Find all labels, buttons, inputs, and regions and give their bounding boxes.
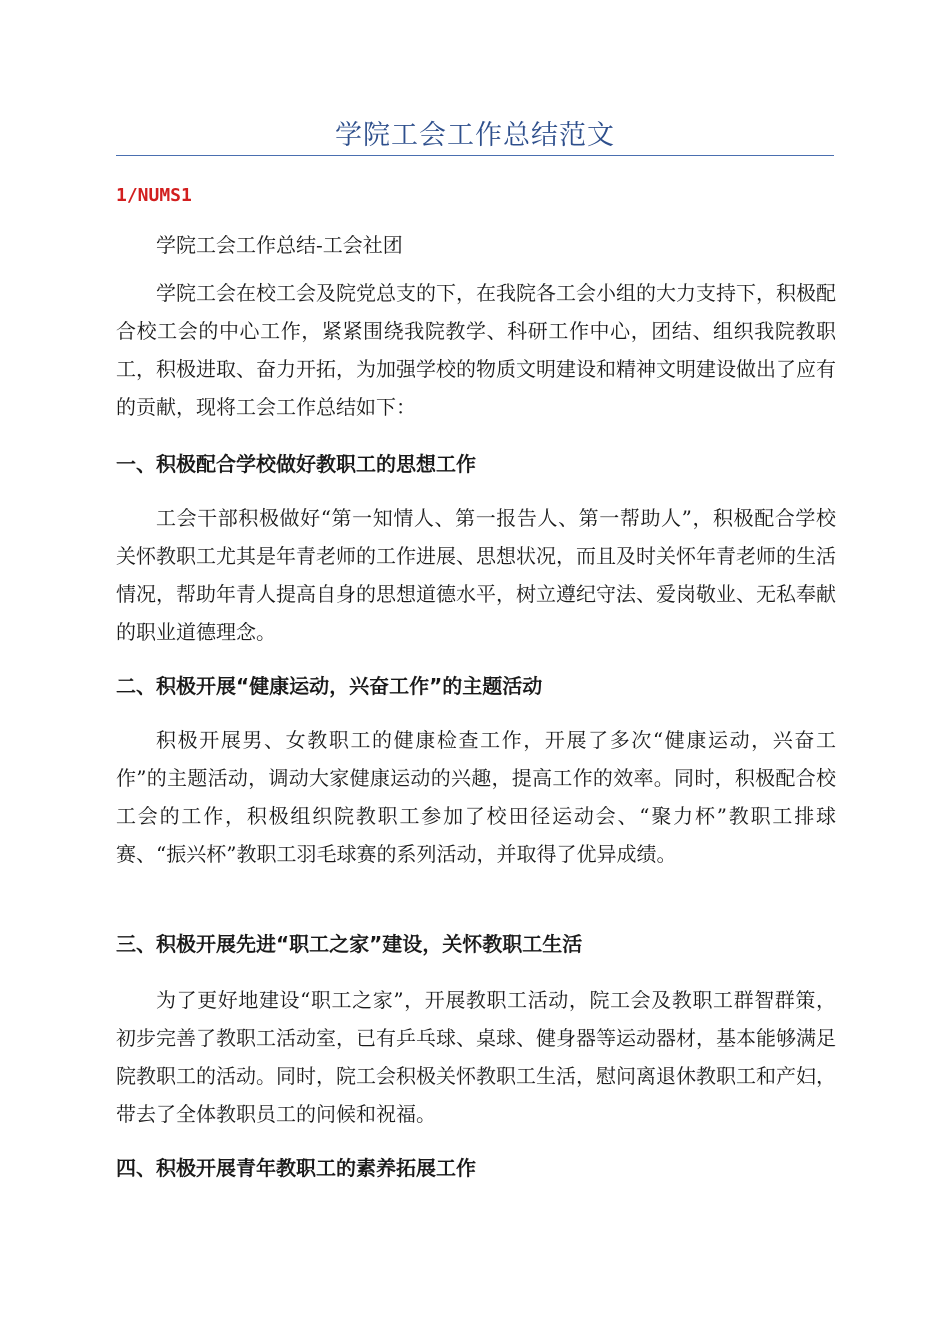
section-heading: 一、积极配合学校做好教职工的思想工作 — [116, 452, 476, 476]
intro-paragraph: 学院工会在校工会及院党总支的下，在我院各工会小组的大力支持下，积极配合校工会的中心工作，紧紧围绕我院教学、科研工作中心，团结、组织我院教职工，积极进取、奋力开拓，为加强学校的物质文明建设和精神文明建设做出了应有的贡献，现将工会工作总结如下： — [116, 281, 836, 419]
title-divider — [116, 155, 834, 156]
section-body: 工会干部积极做好“第一知情人、第一报告人、第一帮助人”，积极配合学校关怀教职工尤其是年青老师的工作进展、思想状况，而且及时关怀年青老师的生活情况，帮助年青人提高自身的思想道德水平，树立遵纪守法、爱岗敬业、无私奉献的职业道德理念。 — [116, 506, 836, 644]
section-heading: 三、积极开展先进“职工之家”建设，关怀教职工生活 — [116, 932, 583, 956]
document-title: 学院工会工作总结范文 — [335, 120, 615, 151]
page-number-label: 1/NUMS1 — [116, 185, 192, 206]
document-subtitle: 学院工会工作总结-工会社团 — [156, 233, 403, 257]
section-heading: 四、积极开展青年教职工的素养拓展工作 — [116, 1156, 476, 1180]
section-heading: 二、积极开展“健康运动，兴奋工作”的主题活动 — [116, 674, 543, 698]
section-body: 积极开展男、女教职工的健康检查工作，开展了多次“健康运动，兴奋工作”的主题活动，调动大家健康运动的兴趣，提高工作的效率。同时，积极配合校工会的工作，积极组织院教职工参加了校田径运动会、“聚力杯”教职工排球赛、“振兴杯”教职工羽毛球赛的系列活动，并取得了优异成绩。 — [116, 728, 836, 866]
section-body: 为了更好地建设“职工之家”，开展教职工活动，院工会及教职工群智群策，初步完善了教职工活动室，已有乒乓球、桌球、健身器等运动器材，基本能够满足院教职工的活动。同时，院工会积极关怀教职工生活，慰问离退休教职工和产妇，带去了全体教职员工的问候和祝福。 — [116, 988, 836, 1126]
